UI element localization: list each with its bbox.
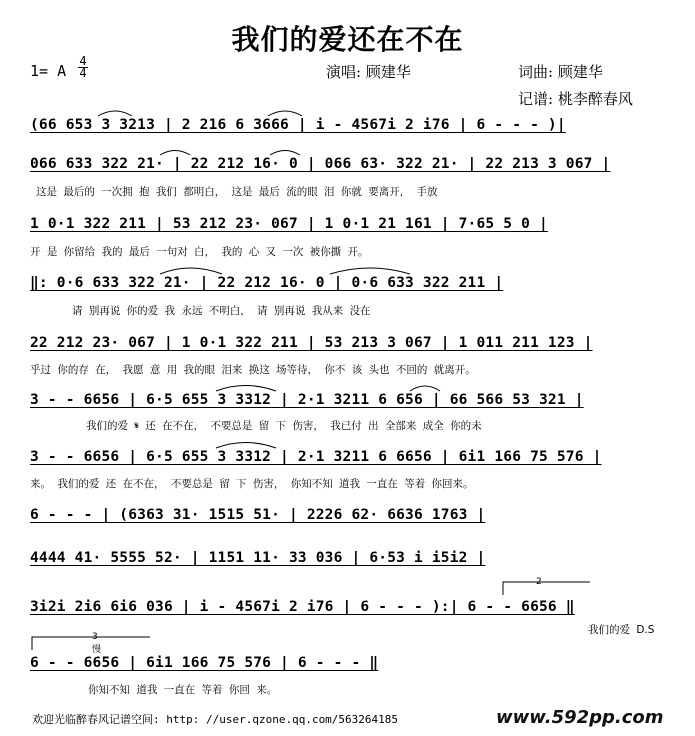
slur	[160, 151, 190, 156]
slur	[160, 268, 222, 274]
slur	[216, 386, 276, 392]
slow-mark: 慢	[92, 645, 102, 655]
slur	[268, 111, 302, 116]
welcome-text: 欢迎光临醉春风记谱空间: http: //user.qzone.qq.com/563264185	[32, 713, 399, 726]
slur	[98, 111, 132, 116]
lyric-line-7: 来。 我们的爱 还 在不在， 不要总是 留 下 伤害， 你知不知 道我 一直在 等着 你回来。	[30, 478, 474, 490]
key-signature: 1= A	[30, 62, 67, 80]
time-sig-bottom: 4	[79, 66, 87, 80]
volta-3-label: 3	[92, 632, 98, 642]
score-system-3: 1 0·1 322 211 | 53 212 23· 067 | 1 0·1 21 161 | 7·65 5 0 |	[30, 216, 548, 232]
lyric-line-11: 你知不知 道我 一直在 等着 你回 来。	[88, 684, 278, 696]
score-system-1: (66 653 3 3213 | 2 216 6 3666 | i - 4567i 2 i76 | 6 - - - )|	[30, 117, 566, 133]
slur	[216, 443, 276, 449]
volta-2-bracket	[503, 582, 590, 595]
score-system-6: 3 - - 6656 | 6·5 655 3 3312 | 2·1 3211 6 656 | 66 566 53 321 |	[30, 392, 584, 408]
volta-3-bracket	[32, 637, 150, 650]
site-watermark: www.592pp.com	[496, 707, 664, 728]
lyric-line-4: 请 别再说 你的爱 我 永远 不明白， 请 别再说 我从来 没在	[72, 305, 371, 317]
transcriber-credit: 记谱: 桃李醉春风	[518, 90, 633, 108]
lyric-line-5: 乎过 你的存 在， 我愿 意 用 我的眼 泪来 换这 场等待， 你不 该 头也 不回的 就离开。	[30, 364, 476, 376]
composer-credit: 词曲: 顾建华	[518, 63, 603, 81]
score-system-9: 4444 41· 5555 52· | 1151 11· 33 036 | 6·53 i i5i2 |	[30, 550, 486, 566]
score-system-4: ‖: 0·6 633 322 21· | 22 212 16· 0 | 0·6 633 322 211 |	[30, 275, 504, 291]
score-system-10: 3i2i 2i6 6i6 036 | i - 4567i 2 i76 | 6 - - - ):| 6 - - 6656 ‖	[30, 599, 575, 615]
lyric-line-3: 开 是 你留给 我的 最后 一句对 白， 我的 心 又 一次 被你撕 开。	[30, 246, 369, 258]
lyric-line-6: 我们的爱 𝄋 还 在不在， 不要总是 留 下 伤害， 我已付 出 全部来 成全 你的未	[86, 420, 482, 432]
slur	[330, 268, 410, 274]
score-system-8: 6 - - - | (6363 31· 1515 51· | 2226 62· 6636 1763 |	[30, 507, 486, 523]
slur	[410, 386, 440, 391]
score-system-7: 3 - - 6656 | 6·5 655 3 3312 | 2·1 3211 6 6656 | 6i1 166 75 576 |	[30, 449, 602, 465]
volta-2-label: 2	[536, 577, 542, 587]
singer-credit: 演唱: 顾建华	[326, 63, 411, 81]
time-sig-top: 4	[79, 54, 87, 68]
score-system-11: 6 - - 6656 | 6i1 166 75 576 | 6 - - - ‖	[30, 655, 379, 671]
page-title: 我们的爱还在不在	[231, 23, 464, 56]
lyric-line-2: 这是 最后的 一次拥 抱 我们 都明白， 这是 最后 流的眼 泪 你就 要离开， 手放	[36, 186, 438, 198]
slur	[270, 151, 300, 156]
lyric-line-10: 我们的爱 D.S	[588, 624, 655, 636]
score-system-2: 066 633 322 21· | 22 212 16· 0 | 066 63· 322 21· | 22 213 3 067 |	[30, 156, 611, 172]
score-system-5: 22 212 23· 067 | 1 0·1 322 211 | 53 213 3 067 | 1 011 211 123 |	[30, 335, 593, 351]
